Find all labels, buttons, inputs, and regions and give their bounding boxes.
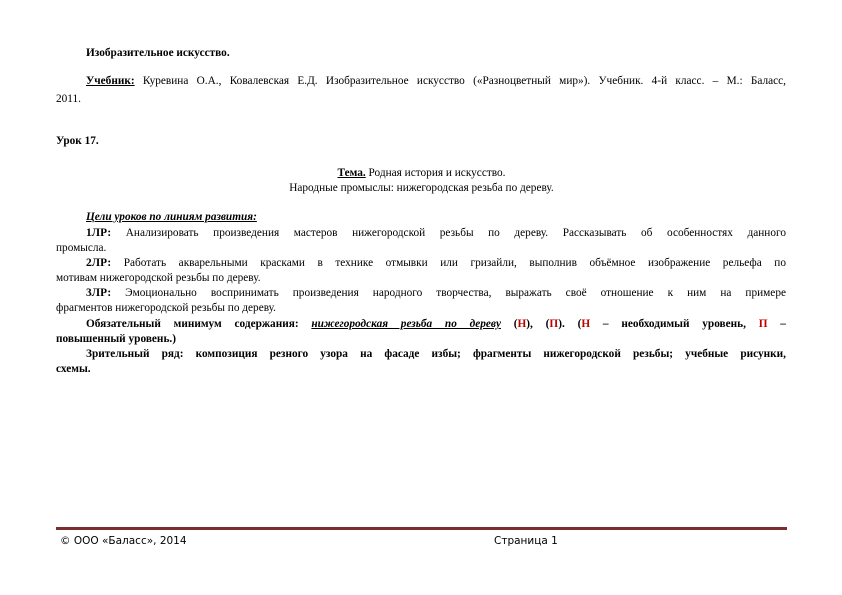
level-mark-p: П (549, 318, 559, 330)
level-legend-p: П (758, 318, 768, 330)
paren: ). (558, 318, 565, 330)
visual-label: Зрительный ряд: (86, 348, 184, 360)
textbook-line-2: 2011. (56, 93, 81, 105)
goal-2-label: 2ЛР: (86, 257, 112, 269)
goals-heading: Цели уроков по линиям развития: (86, 211, 257, 223)
paren: ( (513, 318, 518, 330)
textbook-label: Учебник: (86, 75, 135, 87)
theme-line-2: Народные промыслы: нижегородская резьба по дереву. (289, 182, 554, 194)
visual-line-2: схемы. (56, 363, 91, 375)
goal-1-label: 1ЛР: (86, 227, 112, 239)
minimum-topic: нижегородская резьба по дереву (311, 318, 501, 330)
visual-line-1 (86, 347, 786, 361)
textbook-text: Куревина О.А., Ковалевская Е.Д. Изобразительное искусство («Разноцветный мир»). Учебник. 4-й класс. – М.: Баласс, (142, 75, 787, 87)
footer-page-number: Страница 1 (494, 535, 558, 547)
paren: ( (545, 318, 550, 330)
goal-2-text: Работать акварельными красками в технике отмывки или гризайли, выполнив объёмное изображение рельефа по (123, 257, 786, 269)
goal-1-line-1 (86, 226, 786, 240)
level-legend-p-text: – (767, 318, 786, 330)
subject-title: Изобразительное искусство. (86, 47, 230, 59)
goal-1-line-2: промысла. (56, 242, 107, 254)
minimum-label: Обязательный минимум содержания: (86, 318, 299, 330)
goal-3-line-1 (86, 286, 786, 300)
level-legend-n-text: – необходимый уровень, (590, 318, 746, 330)
paren: ( (577, 318, 582, 330)
visual-text: композиция резного узора на фасаде избы; фрагменты нижегородской резьбы; учебные рисунки, (195, 348, 786, 360)
paren: ), (526, 318, 533, 330)
theme-text: Родная история и искусство. (368, 167, 506, 179)
goal-3-text: Эмоционально воспринимать произведения народного творчества, выражать своё отношение к ним на примере (125, 287, 786, 299)
goal-2-line-2: мотивам нижегородской резьбы по дереву. (56, 272, 261, 284)
level-mark-n: Н (517, 318, 527, 330)
level-legend-n: Н (581, 318, 591, 330)
footer-divider (56, 527, 787, 530)
footer-copyright: © ООО «Баласс», 2014 (60, 535, 187, 547)
minimum-line-2: повышенный уровень.) (56, 333, 177, 345)
goal-3-label: 3ЛР: (86, 287, 112, 299)
textbook-line-1 (86, 74, 786, 88)
goal-1-text: Анализировать произведения мастеров нижегородской резьбы по дереву. Рассказывать об особенностях данного (125, 227, 787, 239)
goal-3-line-2: фрагментов нижегородской резьбы по дереву. (56, 302, 277, 314)
minimum-line-1 (86, 317, 786, 331)
theme-label: Тема. (337, 167, 366, 179)
theme-line-1 (56, 166, 787, 180)
goal-2-line-1 (86, 256, 786, 270)
lesson-number: Урок 17. (56, 135, 99, 147)
